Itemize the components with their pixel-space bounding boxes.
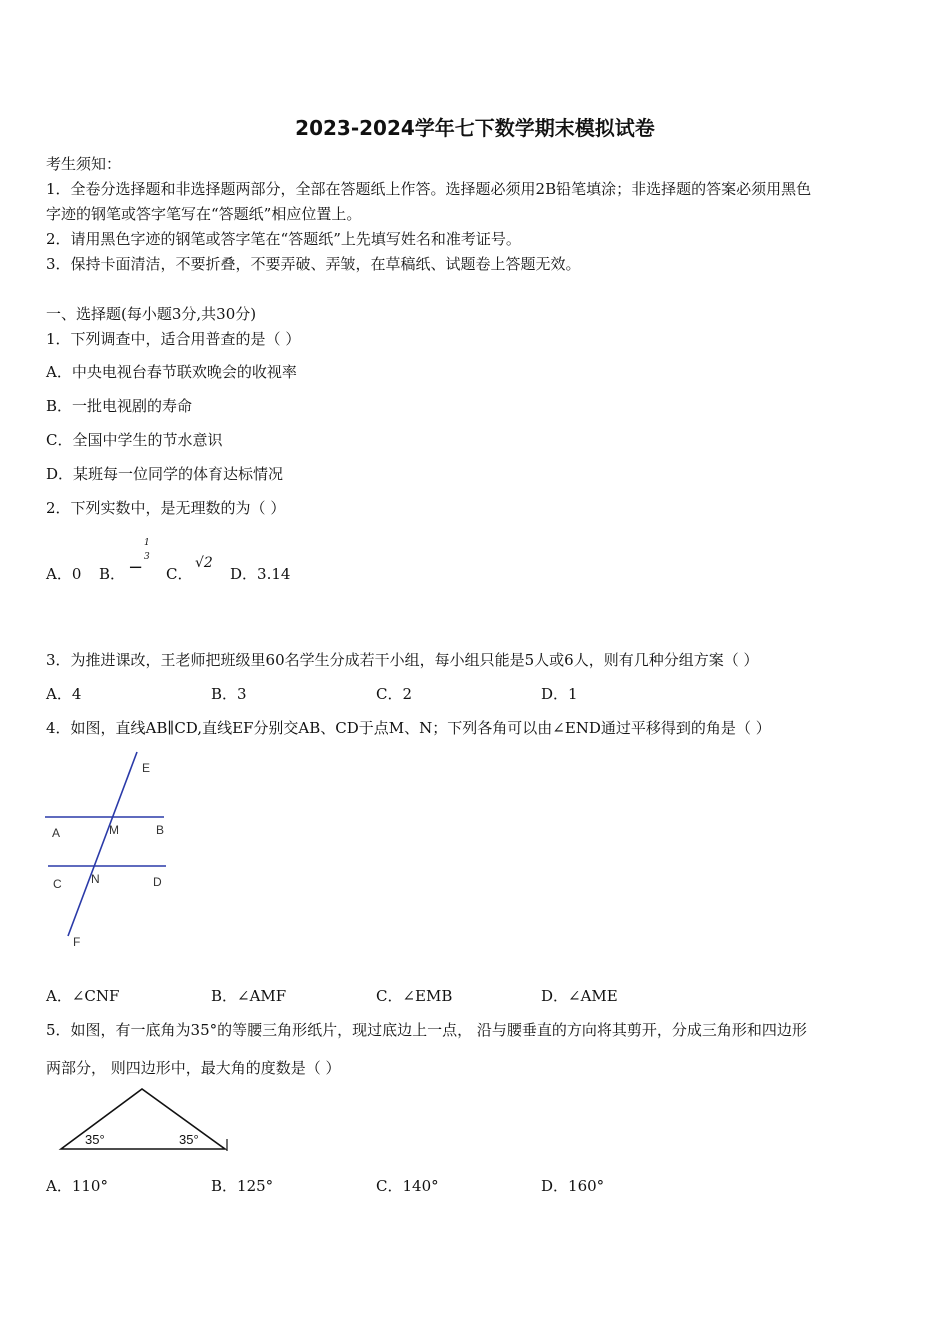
q5-option-b: B．125° xyxy=(211,1177,274,1195)
q5-option-d: D．160° xyxy=(541,1177,605,1195)
q1-option-b: B．一批电视剧的寿命 xyxy=(46,397,193,415)
q1-option-a: A．中央电视台春节联欢晚会的收视率 xyxy=(46,363,297,381)
q2-b-numerator: 1 xyxy=(144,538,150,548)
q3-option-d: D．1 xyxy=(541,685,578,703)
q2-b-minus: − xyxy=(128,557,144,578)
q1-option-c: C．全国中学生的节水意识 xyxy=(46,431,223,449)
q4-option-a: A．∠CNF xyxy=(46,987,120,1005)
label-m: M xyxy=(109,823,119,837)
notice-item-1: 1．全卷分选择题和非选择题两部分，全部在答题纸上作答。选择题必须用2B铅笔填涂；非选择题的答案必须用黑色 xyxy=(46,180,812,198)
q5-isosceles-triangle-figure xyxy=(55,1083,245,1155)
q3-stem: 3．为推进课改，王老师把班级里60名学生分成若干小组，每小组只能是5人或6人，则有几种分组方案（ ） xyxy=(46,651,759,669)
notice-item-2: 2．请用黑色字迹的钢笔或答字笔在“答题纸”上先填写姓名和准考证号。 xyxy=(46,230,521,248)
q2-option-c: C． xyxy=(166,565,193,583)
q3-option-b: B．3 xyxy=(211,685,247,703)
label-f: F xyxy=(73,935,81,949)
label-n: N xyxy=(91,872,100,886)
q2-option-d: D．3.14 xyxy=(230,565,291,583)
section-heading: 一、选择题(每小题3分,共30分) xyxy=(46,305,257,323)
q5-stem-line-1: 5．如图，有一底角为35°的等腰三角形纸片，现过底边上一点， 沿与腰垂直的方向将其剪开，分成三角形和四边形 xyxy=(46,1021,807,1039)
q4-option-c: C．∠EMB xyxy=(376,987,453,1005)
notice-item-1-cont: 字迹的钢笔或答字笔写在“答题纸”相应位置上。 xyxy=(46,205,362,223)
q5-stem-line-2: 两部分， 则四边形中，最大角的度数是（ ） xyxy=(46,1059,341,1077)
label-e: E xyxy=(142,761,151,775)
q5-option-c: C．140° xyxy=(376,1177,439,1195)
q4-stem: 4．如图，直线AB∥CD,直线EF分别交AB、CD于点M、N；下列各角可以由∠END通过平移得到的角是（ ） xyxy=(46,719,771,737)
q1-option-d: D．某班每一位同学的体育达标情况 xyxy=(46,465,284,483)
q4-option-b: B．∠AMF xyxy=(211,987,287,1005)
label-c: C xyxy=(53,877,62,891)
q2-stem: 2．下列实数中，是无理数的为（ ） xyxy=(46,499,286,517)
q5-option-a: A．110° xyxy=(46,1177,108,1195)
notice-item-3: 3．保持卡面清洁，不要折叠，不要弄破、弄皱，在草稿纸、试题卷上答题无效。 xyxy=(46,255,581,273)
q4-parallel-lines-figure xyxy=(40,748,180,953)
q2-b-denominator: 3 xyxy=(144,552,150,562)
line-ef xyxy=(68,752,137,936)
q3-option-a: A．4 xyxy=(46,685,82,703)
left-angle-label: 35° xyxy=(85,1132,105,1147)
label-a: A xyxy=(52,826,61,840)
page-title: 2023-2024学年七下数学期末模拟试卷 xyxy=(295,116,655,140)
q2-option-b: B． xyxy=(99,565,126,583)
q2-option-a: A．0 xyxy=(46,565,82,583)
q1-stem: 1．下列调查中，适合用普查的是（ ） xyxy=(46,330,301,348)
q3-option-c: C．2 xyxy=(376,685,413,703)
right-angle-label: 35° xyxy=(179,1132,199,1147)
label-d: D xyxy=(153,875,162,889)
notice-heading: 考生须知： xyxy=(46,155,122,173)
label-b: B xyxy=(156,823,165,837)
q2-c-radical: √2 xyxy=(195,555,213,571)
q4-option-d: D．∠AME xyxy=(541,987,618,1005)
